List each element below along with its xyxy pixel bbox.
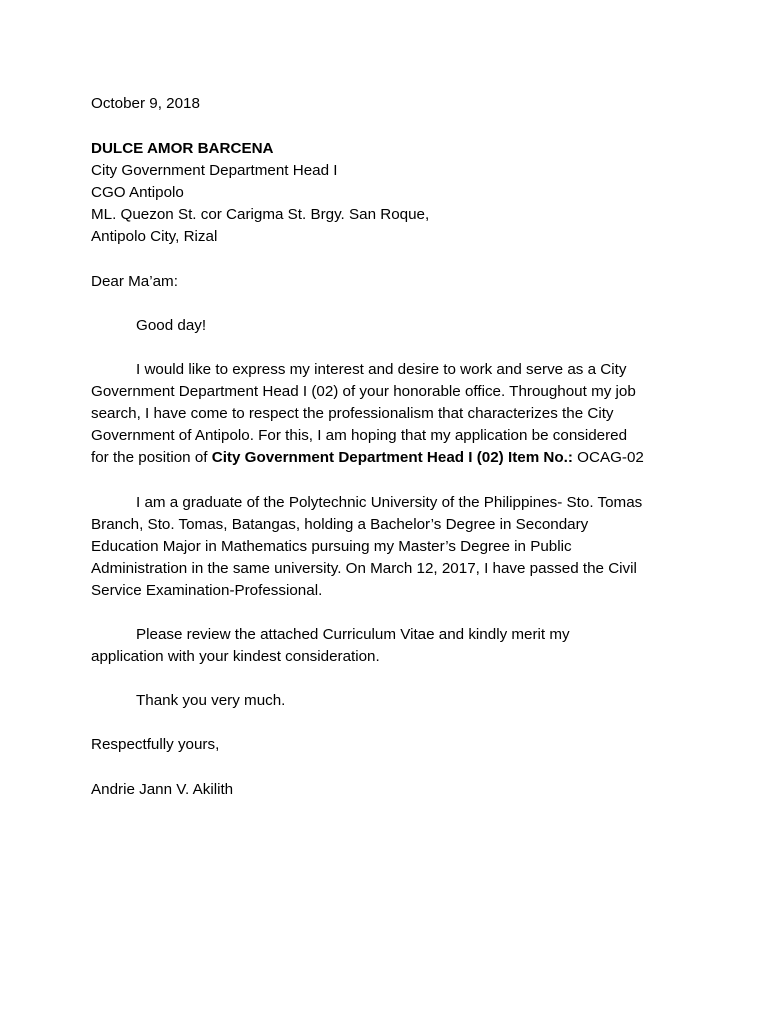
thanks-line: Thank you very much. [136,692,286,709]
item-number-value: OCAG-02 [572,449,644,466]
recipient-title: City Government Department Head I [91,162,338,179]
paragraph1-line3: search, I have come to respect the professionalism that characterizes the City [91,405,614,422]
paragraph1-line2: Government Department Head I (02) of your honorable office. Throughout my job [91,383,636,400]
paragraph1-line5 [91,447,644,469]
recipient-name: DULCE AMOR BARCENA [91,140,274,157]
signatory-name: Andrie Jann V. Akilith [91,781,234,798]
recipient-address-line1: ML. Quezon St. cor Carigma St. Brgy. San Roque, [91,206,430,223]
paragraph2-line3: Education Major in Mathematics pursuing my Master’s Degree in Public [91,538,572,555]
paragraph3-line1: Please review the attached Curriculum Vitae and kindly merit my [136,626,570,643]
item-number-label: Item No.: [503,449,573,466]
closing: Respectfully yours, [91,736,220,753]
recipient-office: CGO Antipolo [91,184,184,201]
paragraph3-line2: application with your kindest consideration. [91,648,380,665]
salutation: Dear Ma’am: [91,273,178,290]
letter-date: October 9, 2018 [91,95,200,112]
position-title: City Government Department Head I (02) [211,449,504,466]
paragraph1-line4: Government of Antipolo. For this, I am hoping that my application be considered [91,427,628,444]
greeting: Good day! [136,317,207,334]
recipient-address-line2: Antipolo City, Rizal [91,228,218,245]
paragraph1-line1: I would like to express my interest and desire to work and serve as a City [136,361,627,378]
paragraph2-line2: Branch, Sto. Tomas, Batangas, holding a Bachelor’s Degree in Secondary [91,516,589,533]
paragraph2-line5: Service Examination-Professional. [91,582,323,599]
paragraph2-line1: I am a graduate of the Polytechnic University of the Philippines- Sto. Tomas [136,494,643,511]
paragraph2-line4: Administration in the same university. On March 12, 2017, I have passed the Civil [91,560,637,577]
paragraph1-line5-prefix: for the position of [91,449,212,466]
